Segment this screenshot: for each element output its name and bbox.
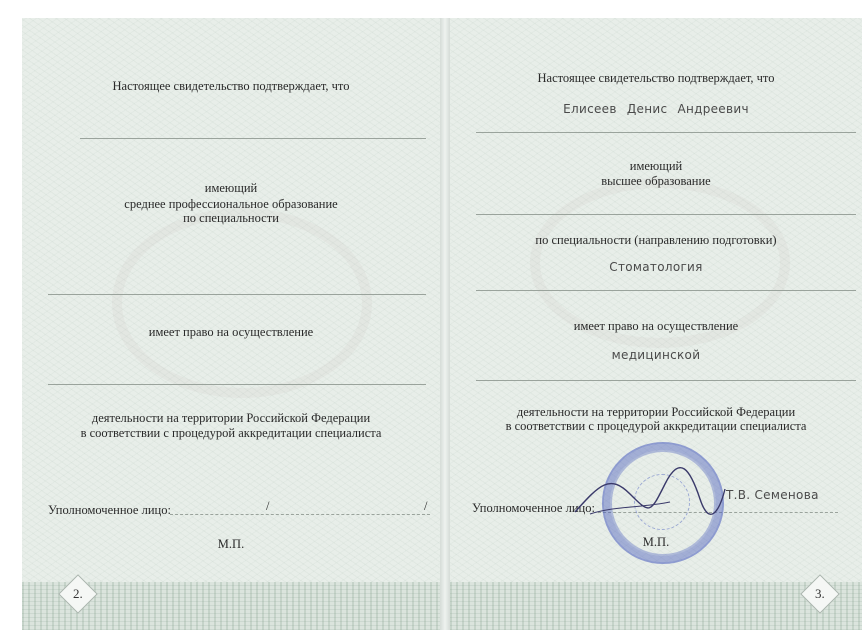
- right-page-number: 3.: [800, 574, 840, 614]
- right-activity-line2: в соответствии с процедурой аккредитации специалиста: [505, 419, 807, 433]
- left-specialty-label: по специальности: [183, 211, 279, 225]
- left-right-to-text: имеет право на осуществление: [148, 325, 314, 339]
- right-activity-line: [476, 380, 856, 381]
- left-slash-2: /: [424, 499, 428, 513]
- left-page: [22, 18, 440, 630]
- right-seal-place: М.П.: [642, 535, 670, 549]
- right-authorized-label: Уполномоченное лицо:: [472, 501, 595, 515]
- book-gutter: [440, 18, 450, 630]
- certificate-spread: [22, 18, 862, 630]
- right-certifies-text: Настоящее свидетельство подтверждает, что: [537, 71, 775, 85]
- right-activity-line1: деятельности на территории Российской Федерации: [516, 405, 796, 419]
- left-page-watermark: [112, 208, 372, 398]
- left-page-number: 2.: [58, 574, 98, 614]
- right-having-text: имеющий: [629, 159, 683, 173]
- right-ornament-band: [450, 582, 862, 630]
- signature-scribble: [570, 464, 730, 524]
- left-activity-line: [48, 384, 426, 385]
- left-specialty-line: [48, 294, 426, 295]
- right-specialty-line: [476, 290, 856, 291]
- right-education-line: [476, 214, 856, 215]
- signer-name: Т.В. Семенова: [726, 488, 819, 502]
- left-having-text: имеющий: [204, 181, 258, 195]
- right-name-line: [476, 132, 856, 133]
- left-activity-line1: деятельности на территории Российской Федерации: [91, 411, 371, 425]
- right-right-to-text: имеет право на осуществление: [573, 319, 739, 333]
- left-signature-line: [170, 514, 430, 515]
- activity-type-value: медицинской: [611, 348, 701, 362]
- left-seal-place: М.П.: [217, 537, 245, 551]
- left-education-text: среднее профессиональное образование: [124, 197, 338, 211]
- left-name-line: [80, 138, 426, 139]
- left-authorized-label: Уполномоченное лицо:: [48, 503, 171, 517]
- left-activity-line2: в соответствии с процедурой аккредитации специалиста: [80, 426, 382, 440]
- holder-name: Елисеев Денис Андреевич: [563, 102, 749, 116]
- left-certifies-text: Настоящее свидетельство подтверждает, что: [112, 79, 350, 93]
- right-specialty-label: по специальности (направлению подготовки): [535, 233, 777, 247]
- specialty-value: Стоматология: [609, 260, 703, 274]
- right-page: [450, 18, 862, 630]
- left-slash-1: /: [266, 499, 270, 513]
- right-education-text: высшее образование: [601, 174, 711, 188]
